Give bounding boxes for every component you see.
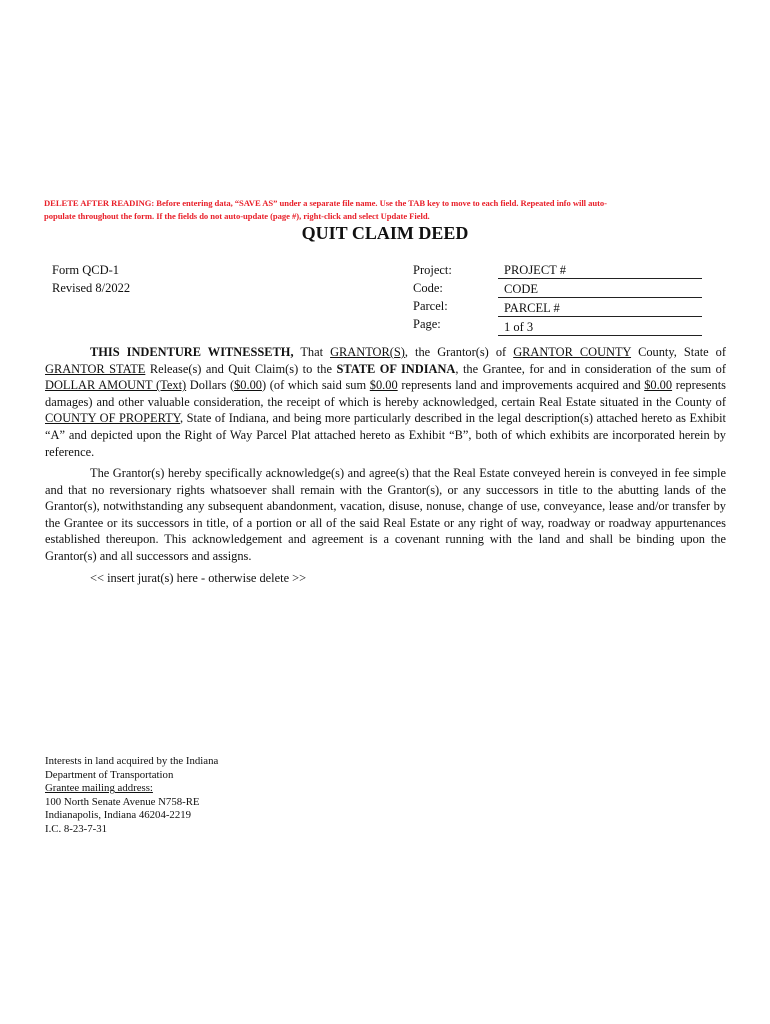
indenture-paragraph (45, 344, 726, 460)
damages-amount-field[interactable]: $0.00 (644, 378, 673, 393)
form-revision: Revised 8/2022 (52, 281, 131, 295)
dollar-amount-field[interactable]: $0.00 (234, 378, 262, 393)
parcel-field[interactable]: PARCEL # (498, 299, 702, 317)
page-label: Page: (413, 317, 441, 331)
footer-line-2: Department of Transportation (45, 768, 174, 781)
text-run: , the Grantee, for and in consideration of the sum of (455, 361, 727, 376)
street-address: 100 North Senate Avenue N758-RE (45, 795, 200, 808)
property-county-field[interactable]: COUNTY OF PROPERTY (45, 411, 181, 426)
project-label: Project: (413, 263, 452, 277)
page-field[interactable]: 1 of 3 (498, 318, 702, 336)
grantor-county-field[interactable]: GRANTOR COUNTY (513, 345, 632, 359)
text-run: , State of Indiana, and being more particularly described in the legal description(s) attached hereto as Exhibit “A” and depicted upon the Right of Way Parcel Plat attached hereto as Exhibit “B”, both of which exhibits are incorporated herein by reference. (45, 411, 726, 459)
parcel-label: Parcel: (413, 299, 448, 313)
indenture-lead: THIS INDENTURE WITNESSETH, (90, 345, 294, 359)
text-run: That (293, 345, 331, 359)
text-run: ) (of which said sum (261, 378, 370, 393)
code-field[interactable]: CODE (498, 280, 702, 298)
notice-line-1: DELETE AFTER READING: Before entering data, “SAVE AS” under a separate file name. Use the TAB key to move to each field. Repeated info will auto- (44, 198, 607, 208)
text-run: County, State of (631, 345, 727, 359)
text-run: represents land and improvements acquired and (397, 378, 645, 393)
footer-line-1: Interests in land acquired by the Indiana (45, 755, 219, 767)
text-run: , the Grantor(s) of (404, 345, 514, 359)
statute-reference: I.C. 8-23-7-31 (45, 822, 108, 835)
land-amount-field[interactable]: $0.00 (369, 378, 398, 393)
text-run: Release(s) and Quit Claim(s) to the (145, 361, 337, 376)
acknowledgement-paragraph (45, 465, 726, 565)
grantor-state-field[interactable]: GRANTOR STATE (45, 361, 146, 376)
code-label: Code: (413, 281, 443, 295)
project-field[interactable]: PROJECT # (498, 261, 702, 279)
text-run: represents damages) and other valuable consideration, the receipt of which is hereby acknowledged, certain Real Estate situated in the County of (45, 378, 726, 409)
acknowledgement-text: The Grantor(s) hereby specifically acknowledge(s) and agree(s) that the Real Estate conveyed herein is conveyed in fee simple and that no reversionary rights whatsoever shall remain with the Grantor(s), or any successors in title to the abutting lands of the Grantor(s), notwithstanding any subsequent abandonment, vacation, disuse, nonuse, change of use, conveyance, lease and/or transfer by the Grantee or its successors in title, of a portion or all of the said Real Estate or any right of way, roadway or roadway appurtenances established thereupon. This acknowledgement and agreement is a covenant running with the land and shall be binding upon the Grantor(s) and all successors and assigns. (45, 466, 726, 563)
meta-values (498, 261, 702, 337)
meta-labels (413, 261, 452, 333)
jurat-placeholder[interactable]: << insert jurat(s) here - otherwise delete >> (90, 571, 307, 585)
page-title: QUIT CLAIM DEED (301, 223, 469, 243)
form-number: Form QCD-1 (52, 263, 120, 277)
mailing-address-heading: Grantee mailing address: (45, 782, 153, 795)
dollar-amount-text-field[interactable]: DOLLAR AMOUNT (Text) (45, 378, 187, 393)
form-id-block (52, 261, 130, 297)
state-of-indiana: STATE OF INDIANA (336, 361, 456, 376)
grantor-field[interactable]: GRANTOR(S) (330, 345, 405, 359)
notice-line-2: populate throughout the form. If the fields do not auto-update (page #), right-click and select Update Field. (44, 211, 430, 221)
delete-notice (44, 197, 724, 223)
text-run: Dollars ( (186, 378, 235, 393)
grantee-address-block (45, 755, 218, 837)
city-state-zip: Indianapolis, Indiana 46204-2219 (45, 809, 192, 822)
